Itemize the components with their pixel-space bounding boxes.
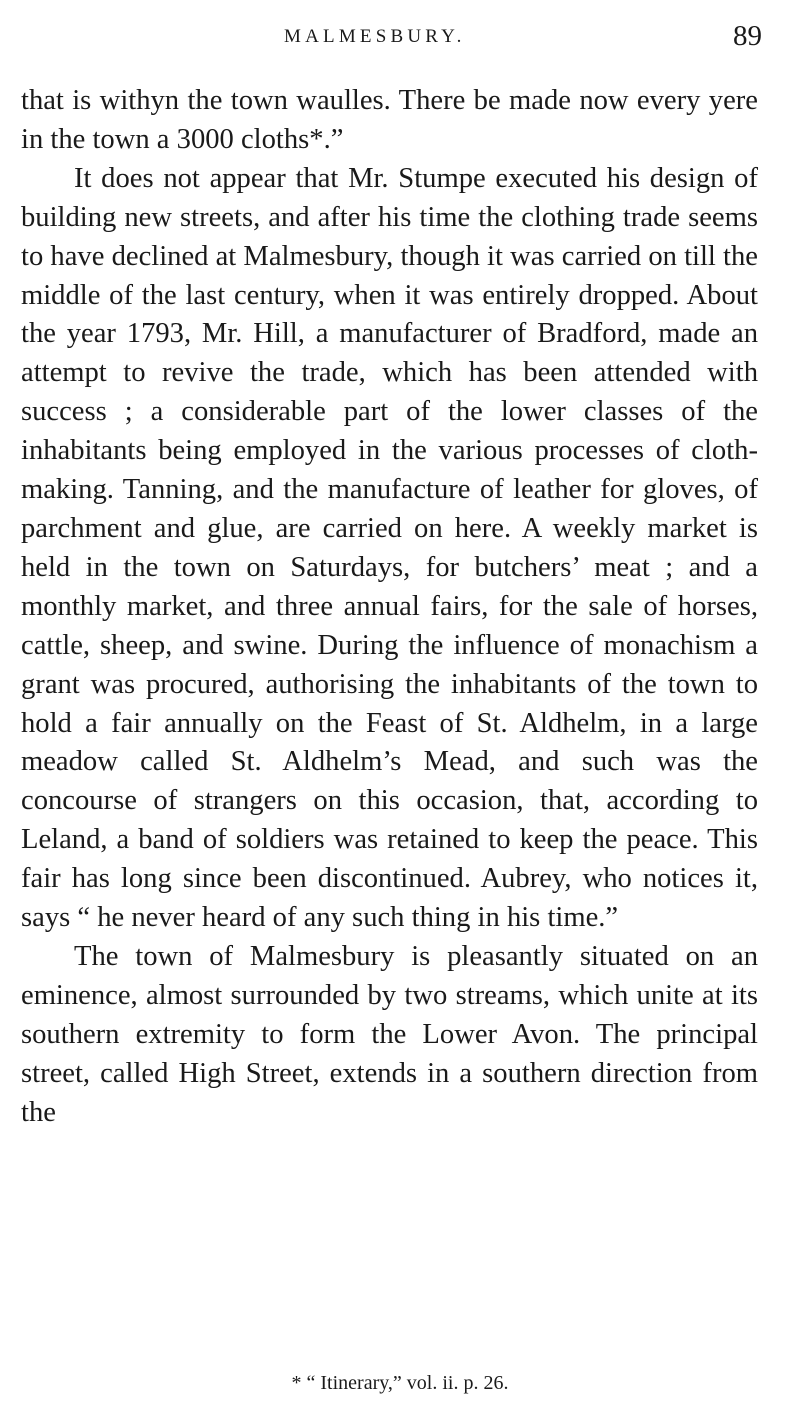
paragraph-trade-history: It does not appear that Mr. Stumpe executed his design of building new streets, and after his time the clothing trade seems to have declined at Malmesbury, though it was carried on till the middle of the last century, when it was entirely dropped. About the year 1793, Mr. Hill, a manufacturer of Bradford, made an attempt to revive the trade, which has been attended with success ; a considerable part of the lower classes of the inhabitants being employed in the various processes of cloth-making. Tanning, and the manufacture of leather for gloves, of parchment and glue, are carried on here. A weekly market is held in the town on Saturdays, for butchers’ meat ; and a monthly market, and three annual fairs, for the sale of horses, cattle, sheep, and swine. During the influence of monachism a grant was procured, authorising the inhabitants of the town to hold a fair annually on the Feast of St. Aldhelm, in a large meadow called St. Aldhelm’s Mead, and such was the concourse of strangers on this occasion, that, according to Leland, a band of soldiers was retained to keep the peace. This fair has long since been discontinued. Aubrey, who notices it, says “ he never heard of any such thing in his time.”	[21, 162, 758, 934]
footnote: * “ Itinerary,” vol. ii. p. 26.	[291, 1372, 509, 1394]
paragraph-town-situation: The town of Malmesbury is pleasantly situated on an eminence, almost surrounded by two streams, which unite at its southern extremity to form the Lower Avon. The principal street, called High Street, extends in a southern direction from the	[21, 940, 758, 1128]
page-number: 89	[733, 20, 762, 52]
running-title: MALMESBURY.	[284, 26, 466, 47]
running-head	[0, 20, 800, 54]
body-text	[21, 82, 758, 1132]
paragraph-continuation: that is withyn the town waulles. There be made now every yere in the town a 3000 cloths*.”	[21, 85, 758, 155]
